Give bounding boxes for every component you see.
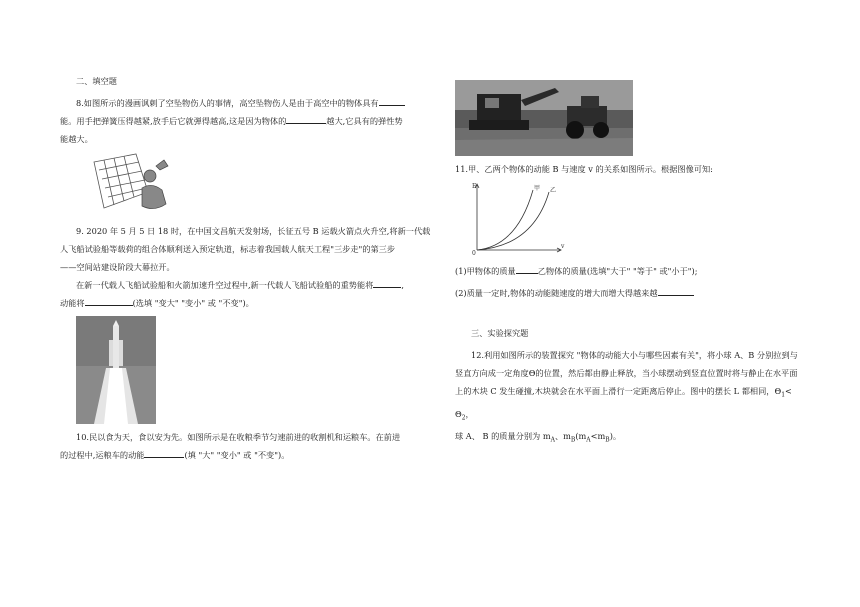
right-column [455, 72, 807, 450]
section-heading-fill: 二、填空题 [76, 76, 117, 86]
falling-object-cartoon-image [90, 152, 172, 216]
q12-line4: 球 A、 B 的质量分别为 $m_A$、$m_B(m_A<m_B)$。 [455, 431, 622, 444]
curve-jia [477, 190, 533, 250]
harvester-photo-image [455, 80, 633, 156]
q9-line3: ——空间站建设阶段大幕拉开。 [60, 262, 175, 272]
graph-axis-x-label: v [561, 243, 565, 250]
q12-line2: 竖直方向成一定角度Θ的位置，然后都由静止释放，当小球摆动到竖直位置时将与静止在水平面 [455, 368, 798, 378]
q11-sub2: (2)质量一定时,物体的动能随速度的增大而增大得越来越 [455, 284, 807, 302]
left-column [60, 72, 432, 464]
section-heading-experiment: 三、实验探究题 [471, 328, 529, 338]
graph-label-jia: 甲 [534, 185, 541, 192]
graph-axis-y-label: E [472, 183, 477, 190]
q8-blank2[interactable] [286, 114, 326, 124]
q11-blank1[interactable] [516, 264, 538, 274]
q10-blank1[interactable] [144, 448, 184, 458]
energy-velocity-graph [471, 180, 567, 256]
q9-blank1[interactable] [373, 278, 401, 288]
q10-line1: 10.民以食为天，食以安为先。如图所示是在收粮季节匀速前进的收割机和运粮车。在前进 [76, 432, 401, 442]
q9-line1: 9. 2020 年 5 月 5 日 18 时，在中国文昌航天发射场，长征五号 B 运载火箭点火升空,将新一代载 [76, 226, 431, 236]
q10-line2: 的过程中,运粮车的动能 (填 "大" "变小" 或 "不变")。 [60, 450, 290, 460]
q12-line3: 上的木块 C 发生碰撞,木块就会在水平面上滑行一定距离后停止。图中的摆长 L 都相同，$\Theta_1< \Theta_2$， [455, 386, 792, 422]
curve-yi [477, 192, 549, 250]
graph-origin-label: 0 [472, 250, 476, 256]
q8-line2: 能。用手把弹簧压得越紧,放手后它就弹得越高,这是因为物体的 越大,它具有的弹性势 [60, 116, 403, 126]
q8-blank1[interactable] [379, 96, 405, 106]
q11-blank2[interactable] [658, 286, 694, 296]
q12-line1: 12.利用如图所示的装置探究 "物体的动能大小与哪些因素有关"，将小球 A、B 分别拉到与 [471, 350, 798, 360]
q9-line5: 动能将 (选填 "变大" "变小" 或 "不变")。 [60, 298, 254, 308]
q8-line1: 8.如图所示的漫画讽刺了空坠物伤人的事情，高空坠物伤人是由于高空中的物体具有 [60, 94, 432, 112]
rocket-launch-image [76, 316, 156, 424]
q8-line3: 能越大。 [60, 134, 93, 144]
q9-blank2[interactable] [85, 296, 133, 306]
q9-line4: 在新一代载人飞船试验船和火箭加速升空过程中,新一代载人飞船试验船的重势能将 , [76, 280, 404, 290]
q11-line1: 11.甲、乙两个物体的动能 B 与速度 v 的关系如图所示。根据图像可知: [455, 164, 713, 174]
q11-sub1: (1)甲物体的质量 乙物体的质量(选填"大于" "等于" 或"小于"); [455, 266, 698, 276]
graph-label-yi: 乙 [550, 187, 557, 194]
q9-line2: 人飞船试验船等载荷的组合体顺利送入预定轨道，标志着我国载人航天工程"三步走"的第三步 [60, 244, 396, 254]
